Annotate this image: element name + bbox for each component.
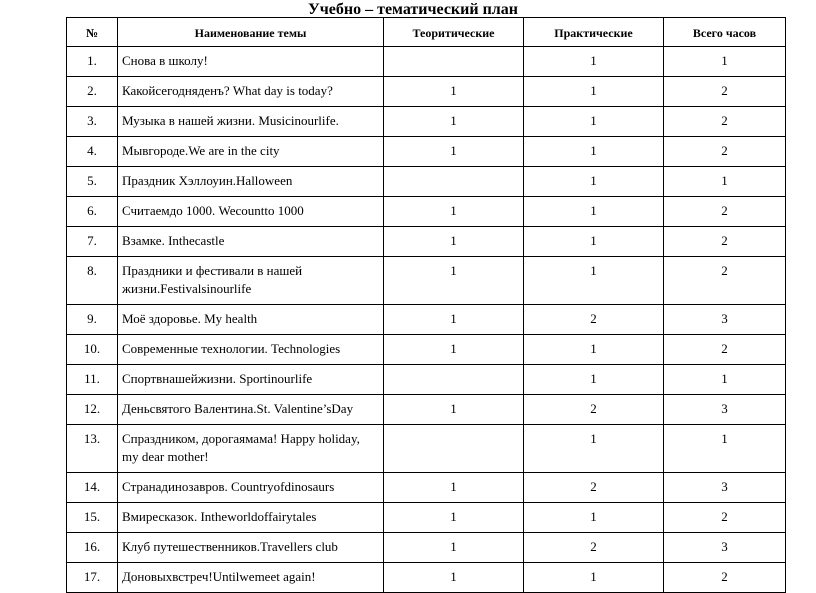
- row-theory: 1: [384, 107, 524, 137]
- table-row: [67, 107, 786, 137]
- header-practice: Практические: [524, 18, 664, 47]
- row-number: 14.: [67, 473, 118, 503]
- row-total: 3: [664, 533, 786, 563]
- table-row: [67, 257, 786, 305]
- row-number: 11.: [67, 365, 118, 395]
- row-theory: 1: [384, 563, 524, 593]
- row-practice: 2: [524, 533, 664, 563]
- row-number: 10.: [67, 335, 118, 365]
- row-number: 15.: [67, 503, 118, 533]
- row-total: 2: [664, 227, 786, 257]
- row-theory: 1: [384, 335, 524, 365]
- row-topic: Снова в школу!: [118, 47, 384, 77]
- row-topic: Моё здоровье. My health: [118, 305, 384, 335]
- row-topic: Спраздником, дорогаямама! Happy holiday, my dear mother!: [118, 425, 384, 473]
- table-header: [67, 18, 786, 47]
- table-row: [67, 137, 786, 167]
- table-row: [67, 197, 786, 227]
- row-total: 1: [664, 167, 786, 197]
- page-title: Учебно – тематический план: [308, 1, 518, 18]
- row-practice: 1: [524, 47, 664, 77]
- row-practice: 1: [524, 335, 664, 365]
- header-theory: Теоритические: [384, 18, 524, 47]
- row-topic: Праздники и фестивали в нашей жизни.Festivalsinourlife: [118, 257, 384, 305]
- row-practice: 2: [524, 305, 664, 335]
- row-number: 13.: [67, 425, 118, 473]
- table-row: [67, 77, 786, 107]
- row-theory: 1: [384, 77, 524, 107]
- row-total: 1: [664, 47, 786, 77]
- row-theory: 1: [384, 473, 524, 503]
- row-theory: 1: [384, 197, 524, 227]
- table-row: [67, 305, 786, 335]
- row-practice: 1: [524, 503, 664, 533]
- row-number: 17.: [67, 563, 118, 593]
- row-topic: Какойсегодняденъ? What day is today?: [118, 77, 384, 107]
- row-practice: 1: [524, 167, 664, 197]
- row-theory: 1: [384, 227, 524, 257]
- row-theory: 1: [384, 395, 524, 425]
- row-number: 4.: [67, 137, 118, 167]
- row-theory: [384, 47, 524, 77]
- row-theory: 1: [384, 137, 524, 167]
- row-practice: 1: [524, 227, 664, 257]
- row-topic: Деньсвятого Валентина.St. Valentine’sDay: [118, 395, 384, 425]
- row-theory: [384, 425, 524, 473]
- table-row: [67, 563, 786, 593]
- row-theory: [384, 167, 524, 197]
- row-total: 2: [664, 197, 786, 227]
- row-number: 9.: [67, 305, 118, 335]
- row-number: 2.: [67, 77, 118, 107]
- row-topic: Современные технологии. Technologies: [118, 335, 384, 365]
- row-number: 6.: [67, 197, 118, 227]
- table-row: [67, 395, 786, 425]
- row-total: 1: [664, 365, 786, 395]
- row-total: 2: [664, 77, 786, 107]
- row-number: 1.: [67, 47, 118, 77]
- row-total: 2: [664, 335, 786, 365]
- row-total: 2: [664, 257, 786, 305]
- table-row: [67, 227, 786, 257]
- row-topic: Странадинозавров. Countryofdinosaurs: [118, 473, 384, 503]
- row-topic: Музыка в нашей жизни. Musicinourlife.: [118, 107, 384, 137]
- row-practice: 1: [524, 197, 664, 227]
- row-topic: Взамке. Inthecastle: [118, 227, 384, 257]
- row-theory: 1: [384, 257, 524, 305]
- row-number: 16.: [67, 533, 118, 563]
- table-row: [67, 533, 786, 563]
- row-number: 8.: [67, 257, 118, 305]
- row-total: 3: [664, 305, 786, 335]
- row-practice: 1: [524, 563, 664, 593]
- row-practice: 1: [524, 365, 664, 395]
- table-body: [67, 47, 786, 593]
- header-number: №: [67, 18, 118, 47]
- table-row: [67, 335, 786, 365]
- row-practice: 2: [524, 395, 664, 425]
- row-total: 2: [664, 107, 786, 137]
- table-row: [67, 473, 786, 503]
- row-number: 5.: [67, 167, 118, 197]
- table-row: [67, 167, 786, 197]
- row-theory: 1: [384, 503, 524, 533]
- row-practice: 1: [524, 77, 664, 107]
- row-topic: Мывгороде.We are in the city: [118, 137, 384, 167]
- curriculum-table: [66, 17, 786, 593]
- row-practice: 1: [524, 107, 664, 137]
- row-practice: 1: [524, 425, 664, 473]
- row-number: 12.: [67, 395, 118, 425]
- row-theory: 1: [384, 305, 524, 335]
- row-topic: Считаемдо 1000. Wecountto 1000: [118, 197, 384, 227]
- row-topic: Клуб путешественников.Travellers club: [118, 533, 384, 563]
- row-practice: 1: [524, 137, 664, 167]
- row-number: 3.: [67, 107, 118, 137]
- row-practice: 1: [524, 257, 664, 305]
- row-total: 2: [664, 563, 786, 593]
- row-practice: 2: [524, 473, 664, 503]
- table-row: [67, 365, 786, 395]
- row-theory: [384, 365, 524, 395]
- header-row: [67, 18, 786, 47]
- row-topic: Спортвнашейжизни. Sportinourlife: [118, 365, 384, 395]
- row-total: 1: [664, 425, 786, 473]
- row-number: 7.: [67, 227, 118, 257]
- row-total: 3: [664, 473, 786, 503]
- table-row: [67, 47, 786, 77]
- row-total: 2: [664, 503, 786, 533]
- row-total: 2: [664, 137, 786, 167]
- row-total: 3: [664, 395, 786, 425]
- header-total: Всего часов: [664, 18, 786, 47]
- row-topic: Доновыхвстреч!Untilwemeet again!: [118, 563, 384, 593]
- table-row: [67, 425, 786, 473]
- header-topic: Наименование темы: [118, 18, 384, 47]
- row-theory: 1: [384, 533, 524, 563]
- table-row: [67, 503, 786, 533]
- row-topic: Праздник Хэллоуин.Halloween: [118, 167, 384, 197]
- row-topic: Вмиресказок. Intheworldoffairytales: [118, 503, 384, 533]
